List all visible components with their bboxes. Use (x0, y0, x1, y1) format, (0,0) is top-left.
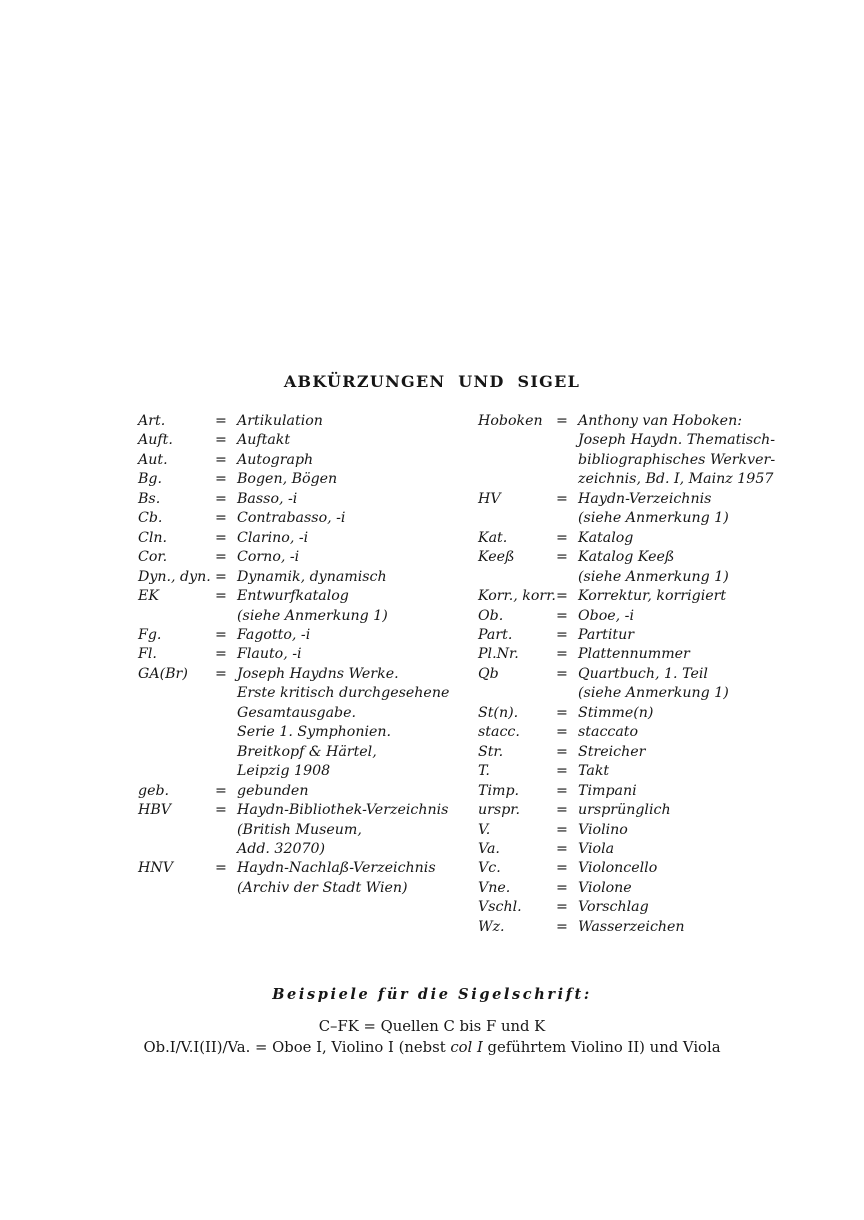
definition-line: Oboe, -i (578, 607, 635, 624)
abbreviation-term: Dyn., dyn. (138, 568, 211, 585)
equals-sign: = (556, 490, 568, 507)
example-line-2-pre: Ob.I/V.I(II)/Va. = Oboe I, Violino I (nebst (143, 1039, 451, 1056)
abbreviation-entry (478, 859, 860, 878)
definition-line: Joseph Haydns Werke. (237, 665, 399, 682)
abbreviation-entry (478, 665, 860, 704)
abbreviation-definition (237, 587, 473, 626)
definition-line: Katalog Keeß (578, 549, 675, 566)
abbreviation-definition (578, 898, 860, 917)
abbreviation-definition (578, 490, 860, 529)
abbreviation-definition (237, 451, 473, 470)
abbreviation-term: HNV (138, 860, 174, 877)
abbreviation-entry (478, 821, 860, 840)
definition-line: (siehe Anmerkung 1) (578, 568, 729, 585)
definition-line: Violone (578, 879, 632, 896)
abbreviation-term: Aut. (138, 451, 168, 468)
equals-sign: = (556, 704, 568, 721)
abbreviation-term: HV (478, 490, 501, 507)
definition-line: Clarino, -i (237, 529, 309, 546)
equals-sign: = (215, 782, 227, 799)
abbreviation-entry (478, 626, 860, 645)
abbreviation-entry (478, 607, 860, 626)
abbreviation-definition (578, 665, 860, 704)
abbreviation-entry (478, 918, 860, 937)
abbreviation-definition (237, 412, 473, 431)
abbreviation-term: Qb (478, 665, 499, 682)
definition-line: Takt (578, 763, 610, 780)
equals-sign: = (556, 860, 568, 877)
abbreviation-term: Cb. (138, 510, 163, 527)
abbreviation-term: Ob. (478, 607, 504, 624)
abbreviation-entry (138, 412, 473, 431)
abbreviation-definition (578, 821, 860, 840)
abbreviation-term: Vschl. (478, 899, 522, 916)
definition-line: Basso, -i (237, 490, 298, 507)
abbreviation-entry (138, 645, 473, 664)
abbreviation-definition (578, 587, 860, 606)
equals-sign: = (556, 626, 568, 643)
abbreviation-definition (578, 840, 860, 859)
example-line-2-italic: col I (450, 1039, 483, 1056)
equals-sign: = (556, 413, 568, 429)
abbreviation-definition (578, 645, 860, 664)
page-title: ABKÜRZUNGEN UND SIGEL (283, 372, 581, 391)
equals-sign: = (556, 588, 568, 605)
abbreviation-definition (237, 568, 473, 587)
equals-sign: = (556, 918, 568, 935)
abbreviation-entry (138, 568, 473, 587)
abbreviation-term: Art. (138, 413, 166, 429)
abbreviation-definition (578, 529, 860, 548)
abbreviation-entry (478, 743, 860, 762)
equals-sign: = (556, 782, 568, 799)
definition-line: Joseph Haydn. Thematisch- (578, 432, 776, 449)
abbreviation-entry (138, 859, 473, 898)
definition-line: (siehe Anmerkung 1) (578, 510, 729, 527)
abbreviation-entry (138, 509, 473, 528)
definition-line: Quartbuch, 1. Teil (578, 665, 708, 682)
abbreviation-entry (478, 879, 860, 898)
definition-line: Violino (578, 821, 628, 838)
abbreviation-entry (478, 587, 860, 606)
abbreviation-entry (138, 548, 473, 567)
abbreviation-term: Part. (478, 626, 513, 643)
abbreviation-definition (578, 782, 860, 801)
example-line-1: C–FK = Quellen C bis F und K (318, 1018, 546, 1035)
definition-line: Corno, -i (237, 549, 300, 566)
abbreviation-term: V. (478, 821, 491, 838)
abbreviation-term: Hoboken (478, 413, 543, 429)
equals-sign: = (556, 529, 568, 546)
abbreviation-entry (478, 801, 860, 820)
abbreviation-definition (237, 626, 473, 645)
definition-line: Timpani (578, 782, 637, 799)
definition-line: Violoncello (578, 860, 658, 877)
abbreviation-term: GA(Br) (138, 665, 188, 682)
definition-line: Haydn-Verzeichnis (578, 490, 712, 507)
abbreviation-definition (237, 801, 473, 859)
equals-sign: = (215, 413, 227, 429)
abbreviation-term: Keeß (478, 549, 515, 566)
definition-line: bibliographisches Werkver- (578, 451, 776, 468)
equals-sign: = (556, 665, 568, 682)
abbreviation-definition (237, 548, 473, 567)
definition-line: Streicher (578, 743, 646, 760)
abbreviation-entry (138, 665, 473, 782)
equals-sign: = (215, 665, 227, 682)
equals-sign: = (215, 626, 227, 643)
equals-sign: = (556, 743, 568, 760)
abbreviation-term: Pl.Nr. (478, 646, 519, 663)
equals-sign: = (215, 451, 227, 468)
equals-sign: = (215, 510, 227, 527)
definition-line: Haydn-Nachlaß-Verzeichnis (237, 860, 436, 877)
abbreviation-definition (578, 859, 860, 878)
abbreviation-term: St(n). (478, 704, 519, 721)
abbreviation-entry (478, 723, 860, 742)
definition-line: Autograph (237, 451, 314, 468)
abbreviation-term: Cln. (138, 529, 168, 546)
abbreviation-definition (578, 801, 860, 820)
definition-line: (British Museum, (237, 821, 362, 838)
abbreviation-term: Korr., korr. (478, 588, 556, 605)
definition-line: Bogen, Bögen (237, 471, 338, 488)
abbreviation-term: stacc. (478, 724, 520, 741)
examples-heading: Beispiele für die Sigelschrift: (272, 986, 592, 1003)
abbreviation-term: urspr. (478, 802, 521, 819)
abbreviation-entry (478, 645, 860, 664)
equals-sign: = (556, 821, 568, 838)
definition-line: (siehe Anmerkung 1) (578, 685, 729, 702)
abbreviation-term: Wz. (478, 918, 505, 935)
equals-sign: = (215, 529, 227, 546)
equals-sign: = (556, 549, 568, 566)
abbreviation-definition (237, 509, 473, 528)
equals-sign: = (556, 879, 568, 896)
abbreviation-entry (478, 840, 860, 859)
equals-sign: = (556, 607, 568, 624)
definition-line: Erste kritisch durchgesehene (237, 685, 450, 702)
abbreviation-definition (578, 704, 860, 723)
definition-line: Entwurfkatalog (237, 588, 349, 605)
abbreviation-entry (138, 801, 473, 859)
abbreviation-term: Cor. (138, 549, 168, 566)
equals-sign: = (215, 588, 227, 605)
definition-line: Auftakt (237, 432, 291, 449)
equals-sign: = (215, 646, 227, 663)
abbreviation-entry (478, 704, 860, 723)
abbreviation-term: Fl. (138, 646, 157, 663)
definition-line: (siehe Anmerkung 1) (237, 607, 388, 624)
abbreviation-definition (237, 490, 473, 509)
equals-sign: = (556, 899, 568, 916)
abbreviation-term: Bs. (138, 490, 161, 507)
definition-line: Add. 32070) (237, 840, 326, 857)
definition-line: Fagotto, -i (237, 626, 311, 643)
definition-line: zeichnis, Bd. I, Mainz 1957 (578, 471, 774, 488)
equals-sign: = (215, 432, 227, 449)
abbreviation-entry (478, 782, 860, 801)
definition-line: ursprünglich (578, 802, 671, 819)
equals-sign: = (215, 860, 227, 877)
definition-line: Contrabasso, -i (237, 510, 346, 527)
abbreviation-term: geb. (138, 782, 170, 799)
abbreviation-entry (478, 898, 860, 917)
abbreviation-definition (578, 762, 860, 781)
definition-line: Plattennummer (578, 646, 690, 663)
definition-line: Korrektur, korrigiert (578, 588, 727, 605)
abbreviation-definition (578, 548, 860, 587)
abbreviation-definition (237, 782, 473, 801)
abbreviation-definition (578, 607, 860, 626)
abbreviation-list-left (138, 412, 473, 898)
definition-line: Artikulation (237, 413, 323, 429)
equals-sign: = (215, 802, 227, 819)
definition-line: Gesamtausgabe. (237, 704, 357, 721)
definition-line: Haydn-Bibliothek-Verzeichnis (237, 802, 449, 819)
equals-sign: = (556, 840, 568, 857)
abbreviation-entry (478, 529, 860, 548)
abbreviation-definition (237, 665, 473, 782)
abbreviation-term: Auft. (138, 432, 173, 449)
equals-sign: = (556, 646, 568, 663)
abbreviation-definition (237, 431, 473, 450)
abbreviation-entry (138, 431, 473, 450)
abbreviation-term: Kat. (478, 529, 508, 546)
abbreviation-term: Vne. (478, 879, 511, 896)
definition-line: Stimme(n) (578, 704, 654, 721)
definition-line: Serie 1. Symphonien. (237, 724, 392, 741)
definition-line: Anthony van Hoboken: (578, 413, 742, 429)
abbreviation-entry (138, 529, 473, 548)
abbreviation-term: Vc. (478, 860, 501, 877)
abbreviation-definition (578, 723, 860, 742)
definition-line: Katalog (578, 529, 634, 546)
abbreviation-definition (578, 918, 860, 937)
definition-line: Flauto, -i (237, 646, 302, 663)
abbreviation-definition (578, 879, 860, 898)
abbreviation-definition (578, 412, 860, 490)
equals-sign: = (556, 724, 568, 741)
abbreviation-definition (578, 626, 860, 645)
abbreviation-entry (138, 626, 473, 645)
abbreviation-term: Va. (478, 840, 500, 857)
definition-line: gebunden (237, 782, 309, 799)
abbreviation-list-right (478, 412, 860, 937)
equals-sign: = (215, 471, 227, 488)
definition-line: Breitkopf & Härtel, (237, 743, 377, 760)
abbreviation-term: HBV (138, 802, 172, 819)
abbreviation-definition (237, 529, 473, 548)
equals-sign: = (215, 490, 227, 507)
abbreviation-term: T. (478, 763, 490, 780)
abbreviation-term: Fg. (138, 626, 162, 643)
abbreviation-entry (138, 451, 473, 470)
equals-sign: = (556, 763, 568, 780)
abbreviation-entry (138, 490, 473, 509)
abbreviation-definition (237, 859, 473, 898)
equals-sign: = (556, 802, 568, 819)
abbreviation-definition (237, 470, 473, 489)
example-line-2 (0, 1039, 864, 1056)
abbreviation-entry (138, 470, 473, 489)
abbreviation-term: EK (138, 588, 159, 605)
definition-line: Leipzig 1908 (237, 763, 331, 780)
equals-sign: = (215, 568, 227, 585)
abbreviation-entry (478, 490, 860, 529)
abbreviation-entry (478, 412, 860, 490)
abbreviation-term: Bg. (138, 471, 163, 488)
definition-line: Vorschlag (578, 899, 649, 916)
definition-line: (Archiv der Stadt Wien) (237, 879, 408, 896)
abbreviation-term: Timp. (478, 782, 520, 799)
equals-sign: = (215, 549, 227, 566)
abbreviation-definition (578, 743, 860, 762)
abbreviation-entry (138, 782, 473, 801)
abbreviation-term: Str. (478, 743, 504, 760)
abbreviation-definition (237, 645, 473, 664)
abbreviation-entry (478, 548, 860, 587)
abbreviation-entry (478, 762, 860, 781)
definition-line: staccato (578, 724, 639, 741)
abbreviation-entry (138, 587, 473, 626)
example-line-2-post: geführtem Violino II) und Viola (482, 1039, 721, 1056)
definition-line: Dynamik, dynamisch (237, 568, 387, 585)
definition-line: Partitur (578, 626, 635, 643)
definition-line: Viola (578, 840, 615, 857)
definition-line: Wasserzeichen (578, 918, 685, 935)
